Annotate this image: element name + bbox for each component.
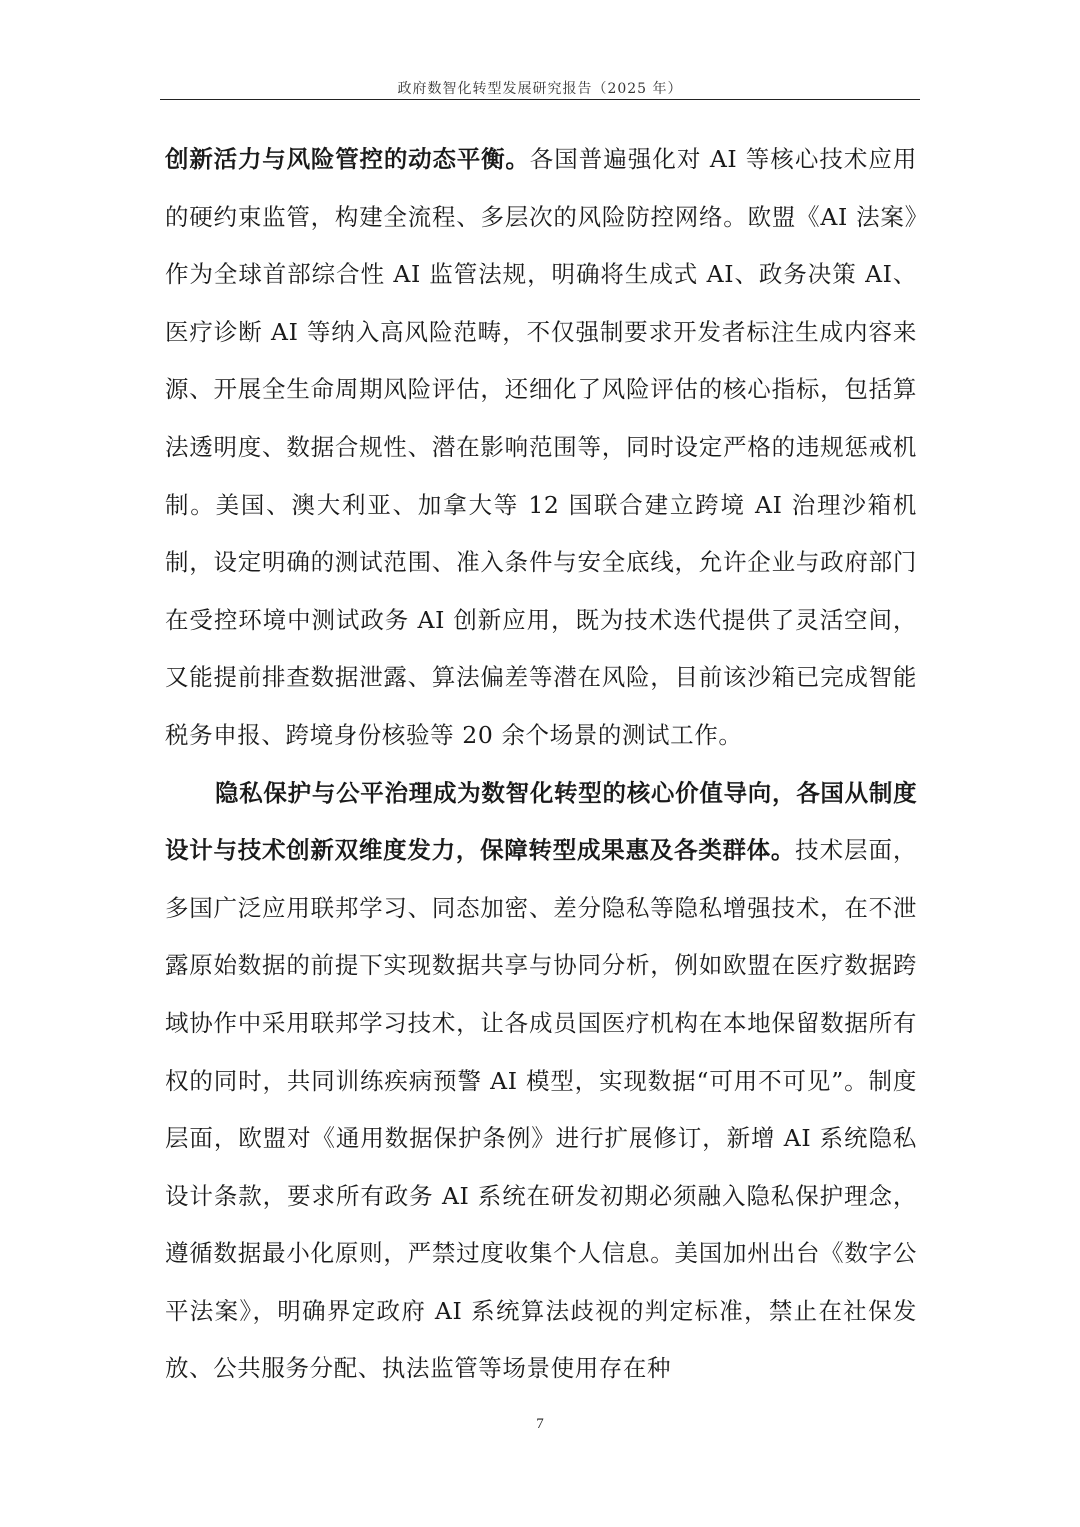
paragraph-privacy-fairness <box>165 765 917 1399</box>
header-divider <box>160 99 920 100</box>
running-header: 政府数智化转型发展研究报告（2025 年） <box>397 81 683 97</box>
paragraph-risk-control <box>165 131 917 765</box>
body-text <box>165 131 917 1398</box>
paragraph-body: 技术层面，多国广泛应用联邦学习、同态加密、差分隐私等隐私增强技术，在不泄露原始数据的前提下实现数据共享与协同分析，例如欧盟在医疗数据跨域协作中采用联邦学习技术，让各成员国医疗机构在本地保留数据所有权的同时，共同训练疾病预警 AI 模型，实现数据“可用不可见”。制度层面，欧盟对《通用数据保护条例》进行扩展修订，新增 AI 系统隐私设计条款，要求所有政务 AI 系统在研发初期必须融入隐私保护理念，遵循数据最小化原则，严禁过度收集个人信息。美国加州出台《数字公平法案》，明确界定政府 AI 系统算法歧视的判定标准，禁止在社保发放、公共服务分配、执法监管等场景使用存在种 <box>165 836 918 1383</box>
paragraph-lead-bold: 隐私保护与公平治理成为数智化转型的核心价值导向，各国从制度设计与技术创新双维度发力，保障转型成果惠及各类群体。 <box>165 778 917 865</box>
paragraph-body: 各国普遍强化对 AI 等核心技术应用的硬约束监管，构建全流程、多层次的风险防控网络。欧盟《AI 法案》作为全球首部综合性 AI 监管法规，明确将生成式 AI、政务决策 AI、医疗诊断 AI 等纳入高风险范畴，不仅强制要求开发者标注生成内容来源、开展全生命周期风险评估，还细化了风险评估的核心指标，包括算法透明度、数据合规性、潜在影响范围等，同时设定严格的违规惩戒机制。美国、澳大利亚、加拿大等 12 国联合建立跨境 AI 治理沙箱机制，设定明确的测试范围、准入条件与安全底线，允许企业与政府部门在受控环境中测试政务 AI 创新应用，既为技术迭代提供了灵活空间，又能提前排查数据泄露、算法偏差等潜在风险，目前该沙箱已完成智能税务申报、跨境身份核验等 20 余个场景的测试工作。 <box>165 145 917 749</box>
page-number: 7 <box>536 1416 544 1432</box>
paragraph-lead-bold: 创新活力与风险管控的动态平衡。 <box>165 145 530 173</box>
